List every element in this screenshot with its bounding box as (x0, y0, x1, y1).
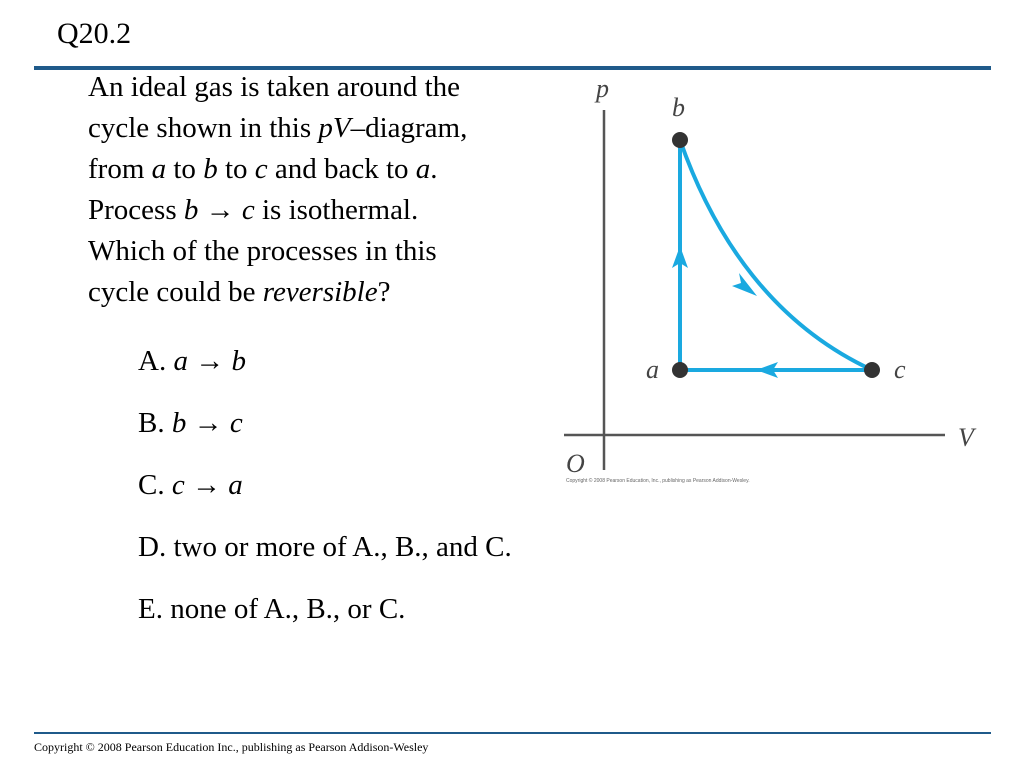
state-label: b (171, 407, 187, 439)
pv-italic: pV (318, 112, 351, 144)
option-text: none of A., B., or C. (170, 593, 406, 625)
arrow-symbol: → (187, 345, 232, 377)
option-c[interactable] (138, 464, 618, 526)
state-label: a (415, 153, 431, 185)
question-text-segment: is isothermal. (254, 194, 419, 226)
point-a (672, 362, 688, 378)
state-label: c (241, 194, 255, 226)
arrow-symbol: → (198, 194, 242, 226)
question-line (88, 190, 538, 231)
point-a-label: a (646, 355, 659, 384)
state-label: b (203, 153, 218, 185)
question-text-segment: from (88, 153, 152, 185)
question-text-segment: cycle shown in this (88, 112, 319, 144)
question-text-segment: Process (88, 194, 184, 226)
state-label: c (229, 407, 243, 439)
diagram-credit: Copyright © 2008 Pearson Education, Inc., publishing as Pearson Addison-Wesley. (566, 478, 750, 484)
option-a[interactable] (138, 340, 618, 402)
question-text-segment: and back to (267, 153, 416, 185)
footer-divider (34, 732, 991, 734)
question-text-segment: cycle could be (88, 276, 263, 308)
answer-options (138, 340, 618, 650)
slide-title: Q20.2 (57, 17, 132, 50)
question-text-segment: An ideal gas is taken around the (88, 71, 461, 103)
state-label: c (171, 469, 185, 501)
question-line (88, 272, 538, 313)
question-line (88, 149, 538, 190)
option-letter: C. (138, 469, 172, 501)
pv-diagram (560, 70, 980, 490)
state-label: a (173, 345, 188, 377)
question-text-segment: –diagram, (350, 112, 468, 144)
point-b (672, 132, 688, 148)
path-b-to-c (680, 140, 872, 370)
p-axis-label: p (596, 74, 609, 103)
state-label: a (228, 469, 243, 501)
v-axis-label: V (958, 423, 974, 452)
state-label: b (231, 345, 246, 377)
question-text-segment: Which of the processes in this (88, 235, 437, 267)
question-text-segment: to (166, 153, 204, 185)
question-text-segment: to (217, 153, 255, 185)
option-text: two or more of A., B., and C. (173, 531, 512, 563)
option-b[interactable] (138, 402, 618, 464)
question-text-segment: . (430, 153, 438, 185)
state-label: a (151, 153, 167, 185)
question-line (88, 231, 538, 272)
option-d[interactable] (138, 526, 618, 588)
option-letter: A. (138, 345, 174, 377)
option-letter: B. (138, 407, 172, 439)
state-label: b (183, 194, 199, 226)
point-c (864, 362, 880, 378)
point-b-label: b (672, 93, 685, 122)
question-line (88, 67, 538, 108)
origin-label: O (566, 449, 585, 478)
question-text-segment: ? (377, 276, 391, 308)
arrow-symbol: → (186, 407, 230, 439)
copyright-footer: Copyright © 2008 Pearson Education Inc., publishing as Pearson Addison-Wesley (34, 740, 429, 754)
option-letter: D. (138, 531, 174, 563)
option-e[interactable] (138, 588, 618, 650)
reversible-italic: reversible (262, 276, 378, 308)
question-line (88, 108, 538, 149)
state-label: c (254, 153, 268, 185)
option-letter: E. (138, 593, 171, 625)
question-text (88, 67, 538, 313)
arrow-symbol: → (184, 469, 229, 501)
point-c-label: c (894, 355, 906, 384)
